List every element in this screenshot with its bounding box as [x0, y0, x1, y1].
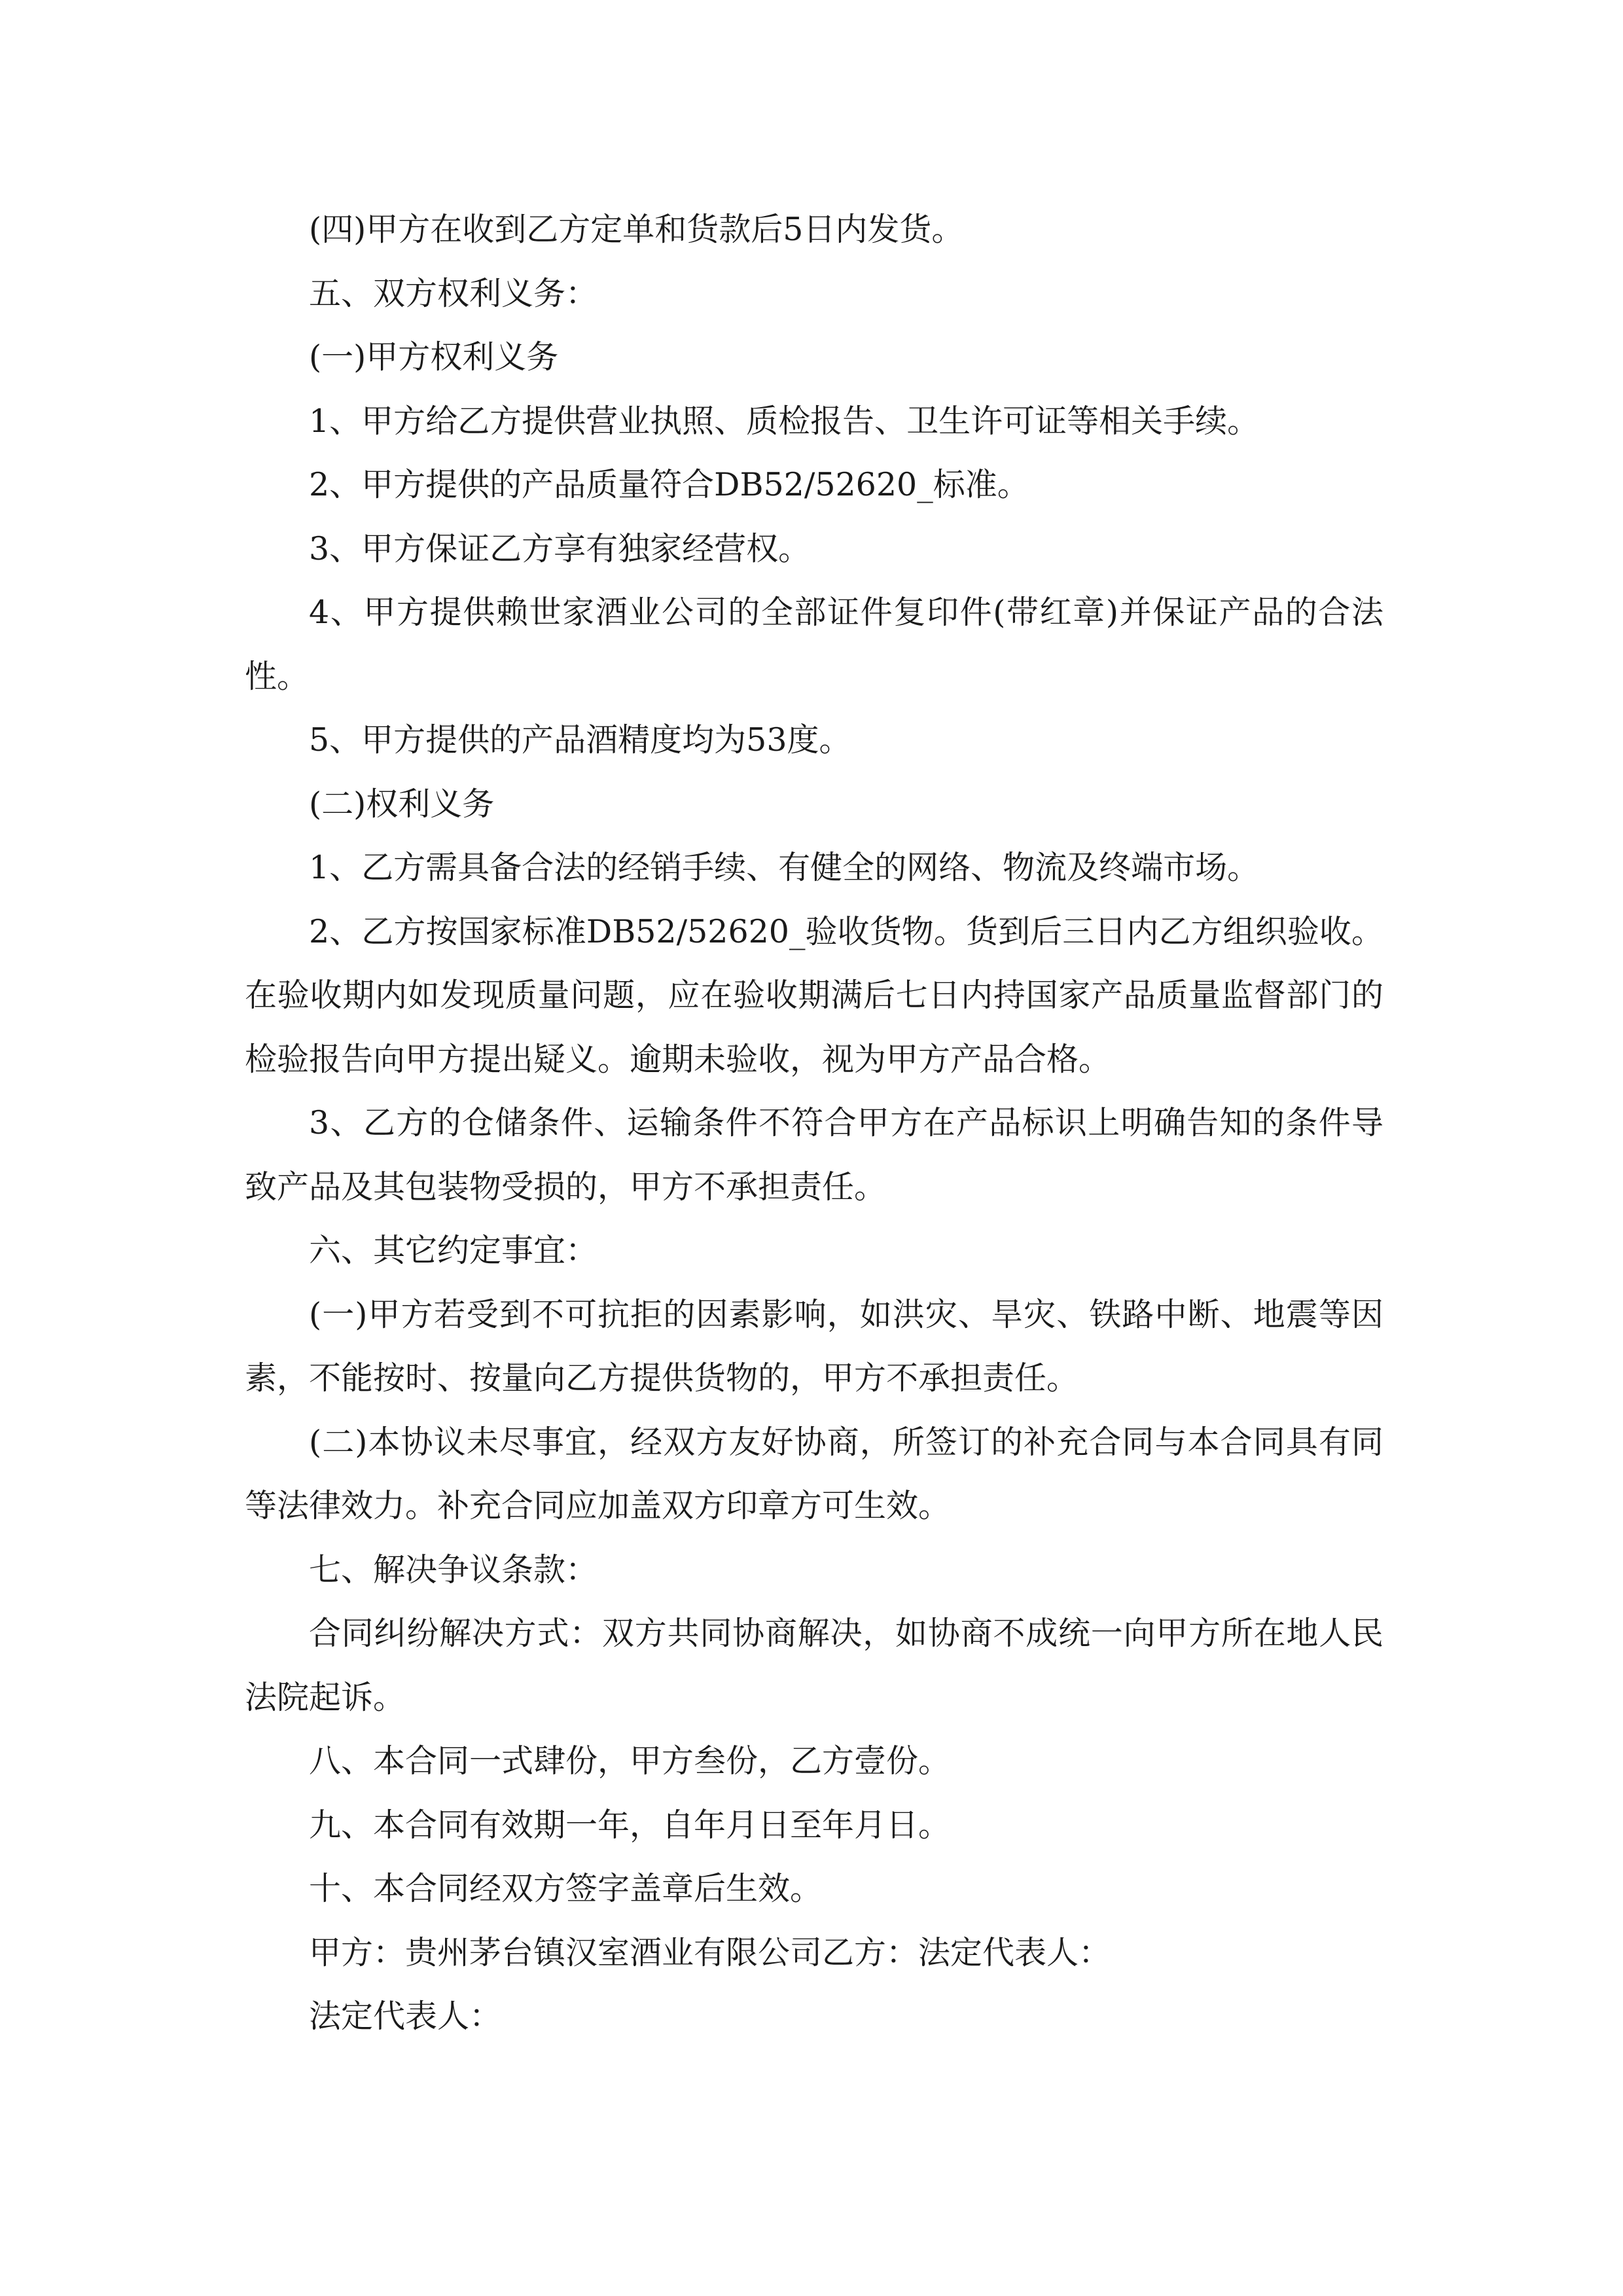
paragraph-delivery-terms: (四)甲方在收到乙方定单和货款后5日内发货。 [309, 211, 964, 248]
paragraph-party-b-item-3: 3、乙方的仓储条件、运输条件不符合甲方在产品标识上明确告知的条件导致产品及其包装物受损的，甲方不承担责任。 [245, 1104, 1383, 1206]
subheading-party-a-rights: (一)甲方权利义务 [309, 338, 559, 376]
subheading-party-b-rights: (二)权利义务 [309, 785, 495, 823]
heading-rights-obligations: 五、双方权利义务： [309, 274, 598, 312]
signature-line-parties: 甲方：贵州茅台镇汉室酒业有限公司乙方：法定代表人： [309, 1933, 1111, 1971]
paragraph-effectiveness: 十、本合同经双方签字盖章后生效。 [309, 1870, 823, 1907]
paragraph-party-a-item-5: 5、甲方提供的产品酒精度均为53度。 [309, 721, 851, 759]
paragraph-party-b-item-1: 1、乙方需具备合法的经销手续、有健全的网络、物流及终端市场。 [309, 849, 1260, 886]
document-body [245, 198, 1383, 2049]
paragraph-party-a-item-1: 1、甲方给乙方提供营业执照、质检报告、卫生许可证等相关手续。 [309, 402, 1260, 440]
heading-dispute-resolution: 七、解决争议条款： [309, 1551, 598, 1588]
paragraph-dispute-method: 合同纠纷解决方式：双方共同协商解决，如协商不成统一向甲方所在地人民法院起诉。 [245, 1615, 1383, 1716]
paragraph-force-majeure: (一)甲方若受到不可抗拒的因素影响，如洪灾、旱灾、铁路中断、地震等因素，不能按时、按量向乙方提供货物的，甲方不承担责任。 [245, 1295, 1383, 1397]
paragraph-party-a-item-3: 3、甲方保证乙方享有独家经营权。 [309, 529, 811, 567]
paragraph-party-b-item-2: 2、乙方按国家标准DB52/52620_验收货物。货到后三日内乙方组织验收。在验收期内如发现质量问题，应在验收期满后七日内持国家产品质量监督部门的检验报告向甲方提出疑义。逾期未验收，视为甲方产品合格。 [245, 912, 1383, 1078]
paragraph-party-a-item-4: 4、甲方提供赖世家酒业公司的全部证件复印件(带红章)并保证产品的合法性。 [245, 594, 1383, 695]
paragraph-party-a-item-2: 2、甲方提供的产品质量符合DB52/52620_标准。 [309, 466, 1029, 503]
paragraph-validity-period: 九、本合同有效期一年，自年月日至年月日。 [309, 1806, 951, 1844]
paragraph-copies: 八、本合同一式肆份，甲方叁份，乙方壹份。 [309, 1742, 951, 1780]
heading-other-matters: 六、其它约定事宜： [309, 1232, 598, 1269]
signature-line-representative: 法定代表人： [309, 1998, 502, 2035]
paragraph-supplementary-contract: (二)本协议未尽事宜，经双方友好协商，所签订的补充合同与本合同具有同等法律效力。补充合同应加盖双方印章方可生效。 [245, 1423, 1383, 1524]
